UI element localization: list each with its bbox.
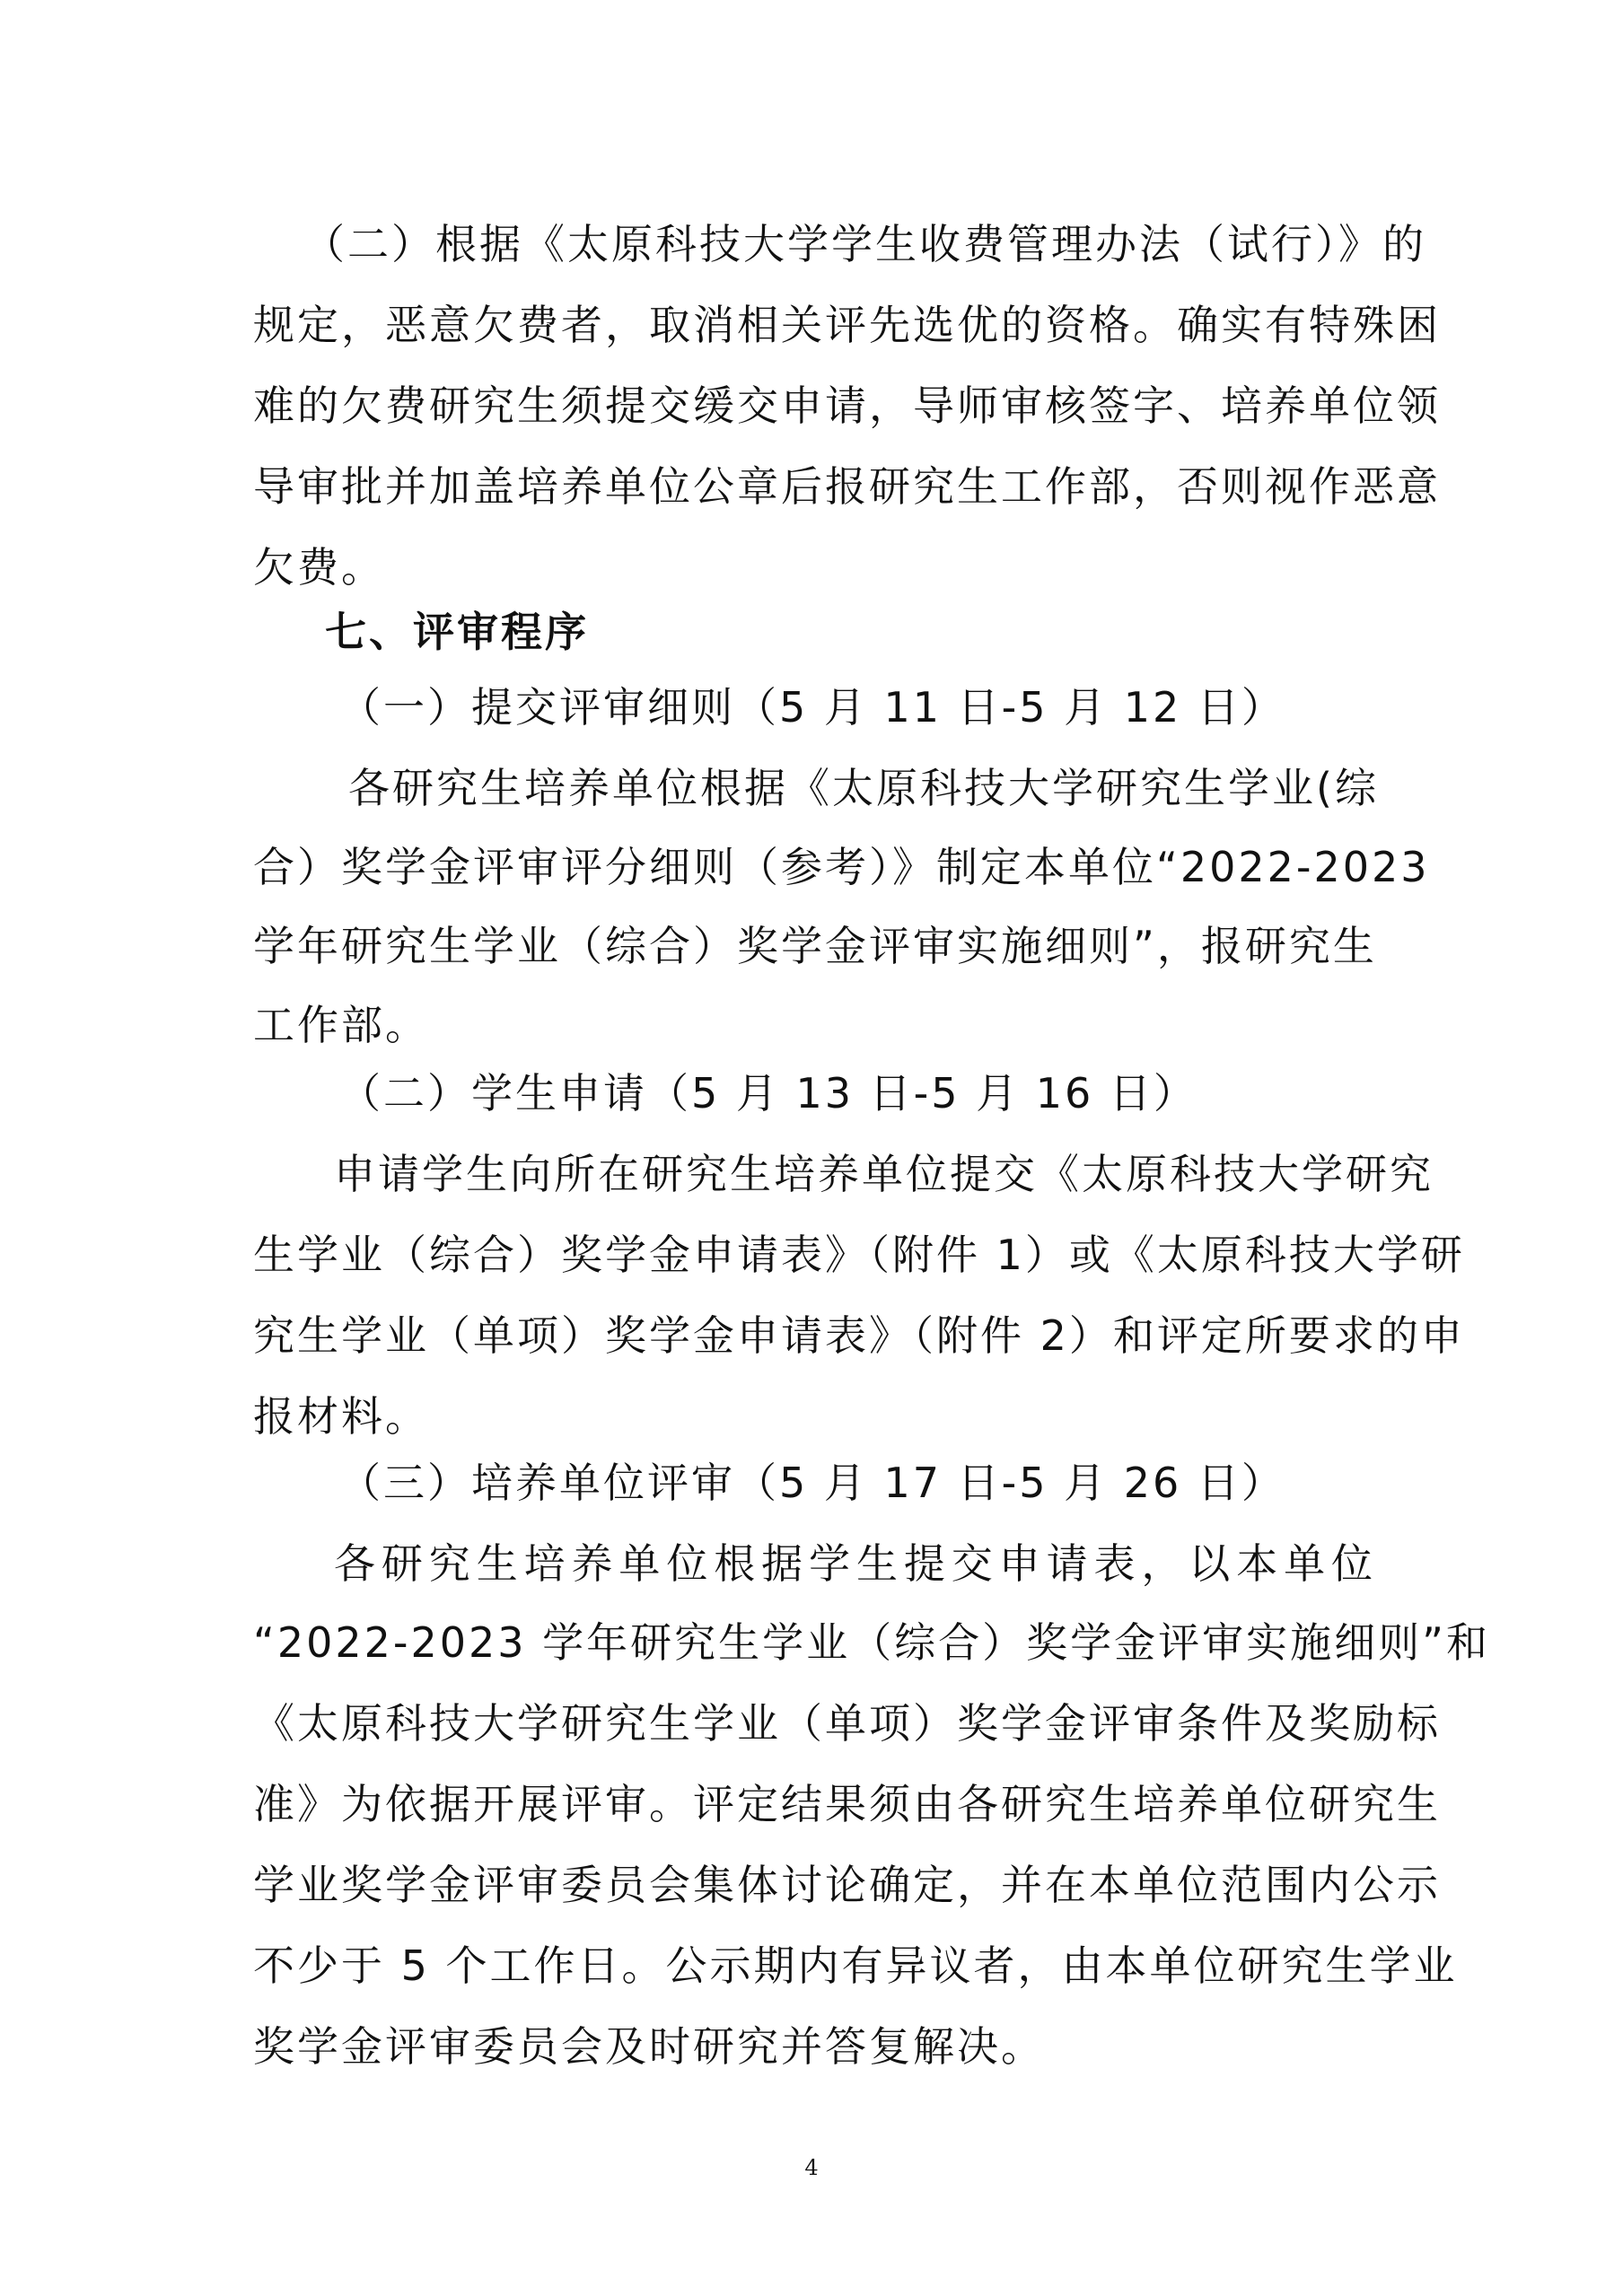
paragraph-line: 奖学金评审委员会及时研究并答复解决。 [253,2022,1045,2071]
paragraph-line: 各研究生培养单位根据学生提交申请表，以本单位 [334,1539,1375,1588]
paragraph-line: 《太原科技大学研究生学业（单项）奖学金评审条件及奖励标 [253,1699,1441,1748]
paragraph-line: （二）根据《太原科技大学学生收费管理办法（试行）》的 [303,220,1426,268]
paragraph-line: 合）奖学金评审评分细则（参考）》制定本单位“2022-2023 [253,843,1430,891]
paragraph-line: 工作部。 [253,1001,429,1049]
paragraph-line: 申请学生向所在研究生培养单位提交《太原科技大学研究 [334,1150,1434,1198]
step3-heading: （三）培养单位评审（5 月 17 日-5 月 26 日） [339,1459,1285,1507]
paragraph-line: 导审批并加盖培养单位公章后报研究生工作部，否则视作恶意 [253,462,1441,511]
section-title: 七、评审程序 [325,608,589,656]
paragraph-line: 欠费。 [253,543,385,592]
step2-heading: （二）学生申请（5 月 13 日-5 月 16 日） [339,1069,1198,1117]
paragraph-line: 学年研究生学业（综合）奖学金评审实施细则”，报研究生 [253,922,1377,970]
paragraph-line: 学业奖学金评审委员会集体讨论确定，并在本单位范围内公示 [253,1861,1441,1909]
paragraph-line: 究生学业（单项）奖学金申请表》（附件 2）和评定所要求的申 [253,1311,1465,1360]
paragraph-line: “2022-2023 学年研究生学业（综合）奖学金评审实施细则”和 [253,1618,1491,1667]
paragraph-line: 难的欠费研究生须提交缓交申请，导师审核签字、培养单位领 [253,381,1441,430]
paragraph-line: 准》为依据开展评审。评定结果须由各研究生培养单位研究生 [253,1780,1441,1828]
paragraph-line: 报材料。 [253,1392,429,1441]
paragraph-line: 不少于 5 个工作日。公示期内有异议者，由本单位研究生学业 [253,1941,1458,1990]
page-number: 4 [804,2155,819,2180]
paragraph-line: 生学业（综合）奖学金申请表》（附件 1）或《太原科技大学研 [253,1231,1465,1279]
paragraph-line: 各研究生培养单位根据《太原科技大学研究生学业(综 [348,764,1379,812]
step1-heading: （一）提交评审细则（5 月 11 日-5 月 12 日） [339,683,1285,732]
paragraph-line: 规定，恶意欠费者，取消相关评先选优的资格。确实有特殊困 [253,301,1441,349]
